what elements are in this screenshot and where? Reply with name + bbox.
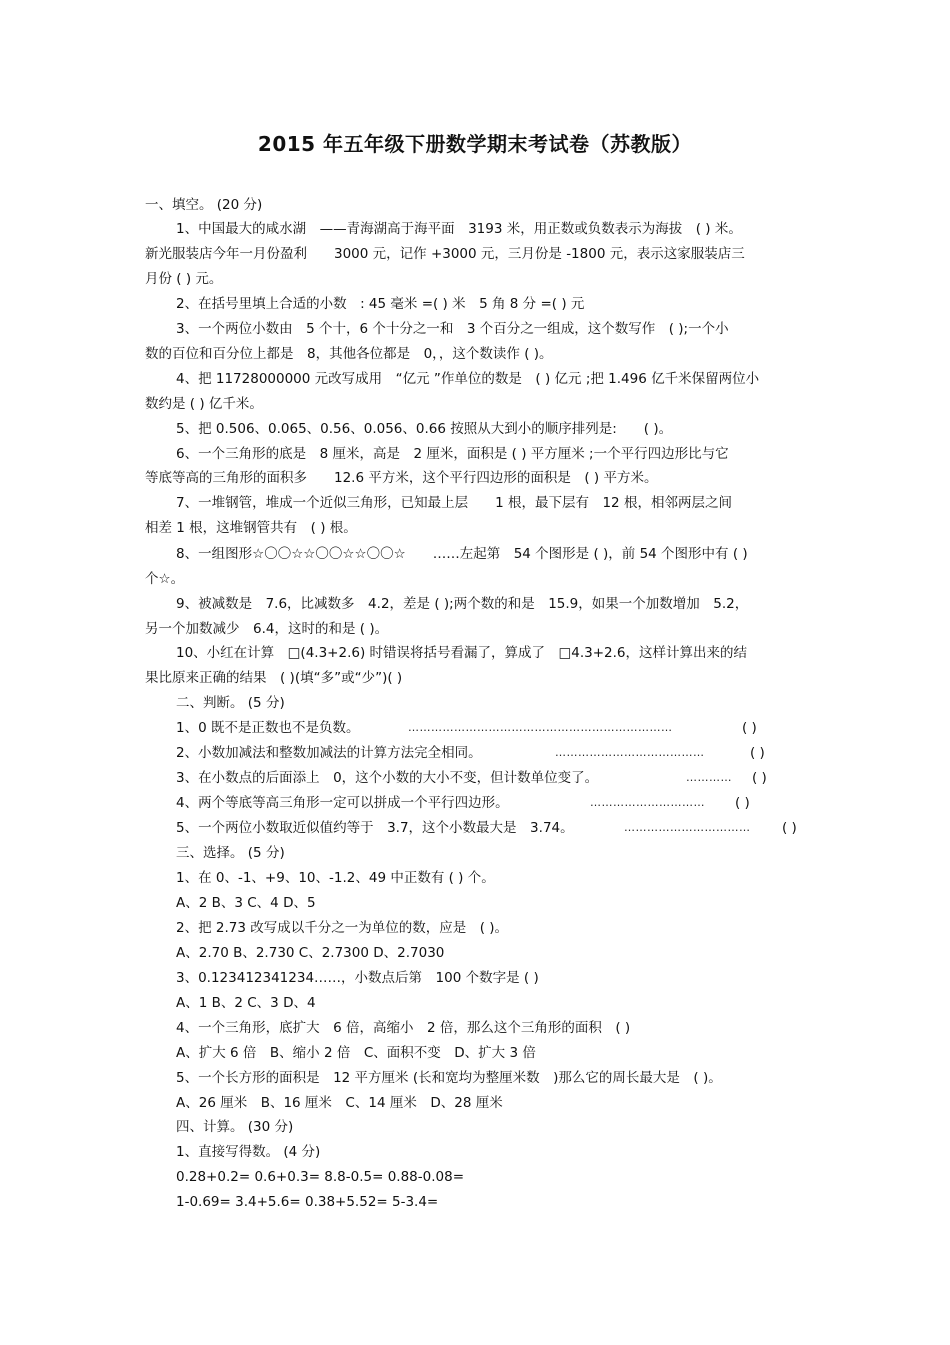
choice-options: A、2.70 B、2.730 C、2.7300 D、2.7030 <box>176 945 445 961</box>
fill-line: 9、被减数是 7.6，比减数多 4.2，差是 ( );两个数的和是 15.9，如果一个加数增加 5.2， <box>176 596 749 612</box>
calc-row: 0.28+0.2= 0.6+0.3= 8.8-0.5= 0.88-0.08= <box>176 1169 465 1185</box>
answer-paren: ( ) <box>750 745 765 761</box>
choice-question: 2、把 2.73 改写成以千分之一为单位的数，应是 ( )。 <box>176 920 509 936</box>
fill-line: 数的百位和百分位上都是 8，其他各位都是 0，，这个数读作 ( )。 <box>145 346 553 362</box>
answer-paren: ( ) <box>782 820 797 836</box>
fill-line: 数约是 ( ) 亿千米。 <box>145 396 263 412</box>
fill-line: 相差 1 根，这堆钢管共有 ( ) 根。 <box>145 520 357 536</box>
choice-options: A、26 厘米 B、16 厘米 C、14 厘米 D、28 厘米 <box>176 1095 503 1111</box>
leader-dots: ………………………… <box>590 796 705 809</box>
fill-line: 7、一堆钢管，堆成一个近似三角形，已知最上层 1 根，最下层有 12 根，相邻两层之间 <box>176 495 732 511</box>
choice-question: 5、一个长方形的面积是 12 平方厘米 (长和宽均为整厘米数 )那么它的周长最大是 ( )。 <box>176 1070 722 1086</box>
answer-paren: ( ) <box>735 795 750 811</box>
judge-item: 2、小数加减法和整数加减法的计算方法完全相同。 <box>176 745 482 761</box>
fill-line: 1、中国最大的咸水湖 ——青海湖高于海平面 3193 米，用正数或负数表示为海拔 ( ) 米。 <box>176 221 742 237</box>
fill-line: 果比原来正确的结果 ( )(填“多”或“少”)( ) <box>145 670 403 686</box>
judge-item: 3、在小数点的后面添上 0，这个小数的大小不变，但计数单位变了。 <box>176 770 599 786</box>
judge-item: 5、一个两位小数取近似值约等于 3.7，这个小数最大是 3.74。 <box>176 820 574 836</box>
fill-line: 3、一个两位小数由 5 个十，6 个十分之一和 3 个百分之一组成，这个数写作 ( );一个小 <box>176 321 729 337</box>
choice-options: A、扩大 6 倍 B、缩小 2 倍 C、面积不变 D、扩大 3 倍 <box>176 1045 536 1061</box>
fill-line: 另一个加数减少 6.4，这时的和是 ( )。 <box>145 621 389 637</box>
judge-item: 4、两个等底等高三角形一定可以拼成一个平行四边形。 <box>176 795 509 811</box>
leader-dots: …………………………………………………………… <box>408 721 673 734</box>
answer-paren: ( ) <box>752 770 767 786</box>
calc-row: 1-0.69= 3.4+5.6= 0.38+5.52= 5-3.4= <box>176 1194 439 1210</box>
calc-subheading: 1、直接写得数。 (4 分) <box>176 1144 321 1160</box>
fill-line: 4、把 11728000000 元改写成用 “亿元 ”作单位的数是 ( ) 亿元 ;把 1.496 亿千米保留两位小 <box>176 371 760 387</box>
fill-line: 月份 ( ) 元。 <box>145 271 223 287</box>
fill-line: 8、一组图形☆〇〇☆☆〇〇☆☆〇〇☆ ……左起第 54 个图形是 ( )，前 54 个图形中有 ( ) <box>176 546 748 562</box>
section-heading-choice: 三、选择。 (5 分) <box>176 845 285 861</box>
choice-question: 3、0.123412341234……，小数点后第 100 个数字是 ( ) <box>176 970 539 986</box>
fill-line: 6、一个三角形的底是 8 厘米，高是 2 厘米，面积是 ( ) 平方厘米 ;一个平行四边形比与它 <box>176 446 729 462</box>
leader-dots: …………………………… <box>624 821 751 834</box>
fill-line: 10、小红在计算 □(4.3+2.6) 时错误将括号看漏了，算成了 □4.3+2.6，这样计算出来的结 <box>176 645 748 661</box>
choice-question: 1、在 0、-1、+9、10、-1.2、49 中正数有 ( ) 个。 <box>176 870 495 886</box>
section-heading-calc: 四、计算。 (30 分) <box>176 1119 294 1135</box>
choice-question: 4、一个三角形，底扩大 6 倍，高缩小 2 倍，那么这个三角形的面积 ( ) <box>176 1020 631 1036</box>
fill-line: 等底等高的三角形的面积多 12.6 平方米，这个平行四边形的面积是 ( ) 平方米。 <box>145 470 658 486</box>
section-heading-judge: 二、判断。 (5 分) <box>176 695 285 711</box>
judge-item: 1、0 既不是正数也不是负数。 <box>176 720 360 736</box>
leader-dots: ………… <box>686 771 732 784</box>
fill-line: 2、在括号里填上合适的小数 : 45 毫米 =( ) 米 5 角 8 分 =( ) 元 <box>176 296 585 312</box>
leader-dots: ………………………………… <box>555 746 705 759</box>
fill-line: 个☆。 <box>145 571 185 587</box>
choice-options: A、2 B、3 C、4 D、5 <box>176 895 316 911</box>
answer-paren: ( ) <box>742 720 757 736</box>
page-title: 2015 年五年级下册数学期末考试卷（苏教版） <box>257 132 693 156</box>
section-heading-fill: 一、填空。 (20 分) <box>145 197 263 213</box>
choice-options: A、1 B、2 C、3 D、4 <box>176 995 316 1011</box>
fill-line: 5、把 0.506、0.065、0.56、0.056、0.66 按照从大到小的顺序排列是: ( )。 <box>176 421 673 437</box>
fill-line: 新光服装店今年一月份盈利 3000 元，记作 +3000 元，三月份是 -1800 元，表示这家服装店三 <box>145 246 745 262</box>
